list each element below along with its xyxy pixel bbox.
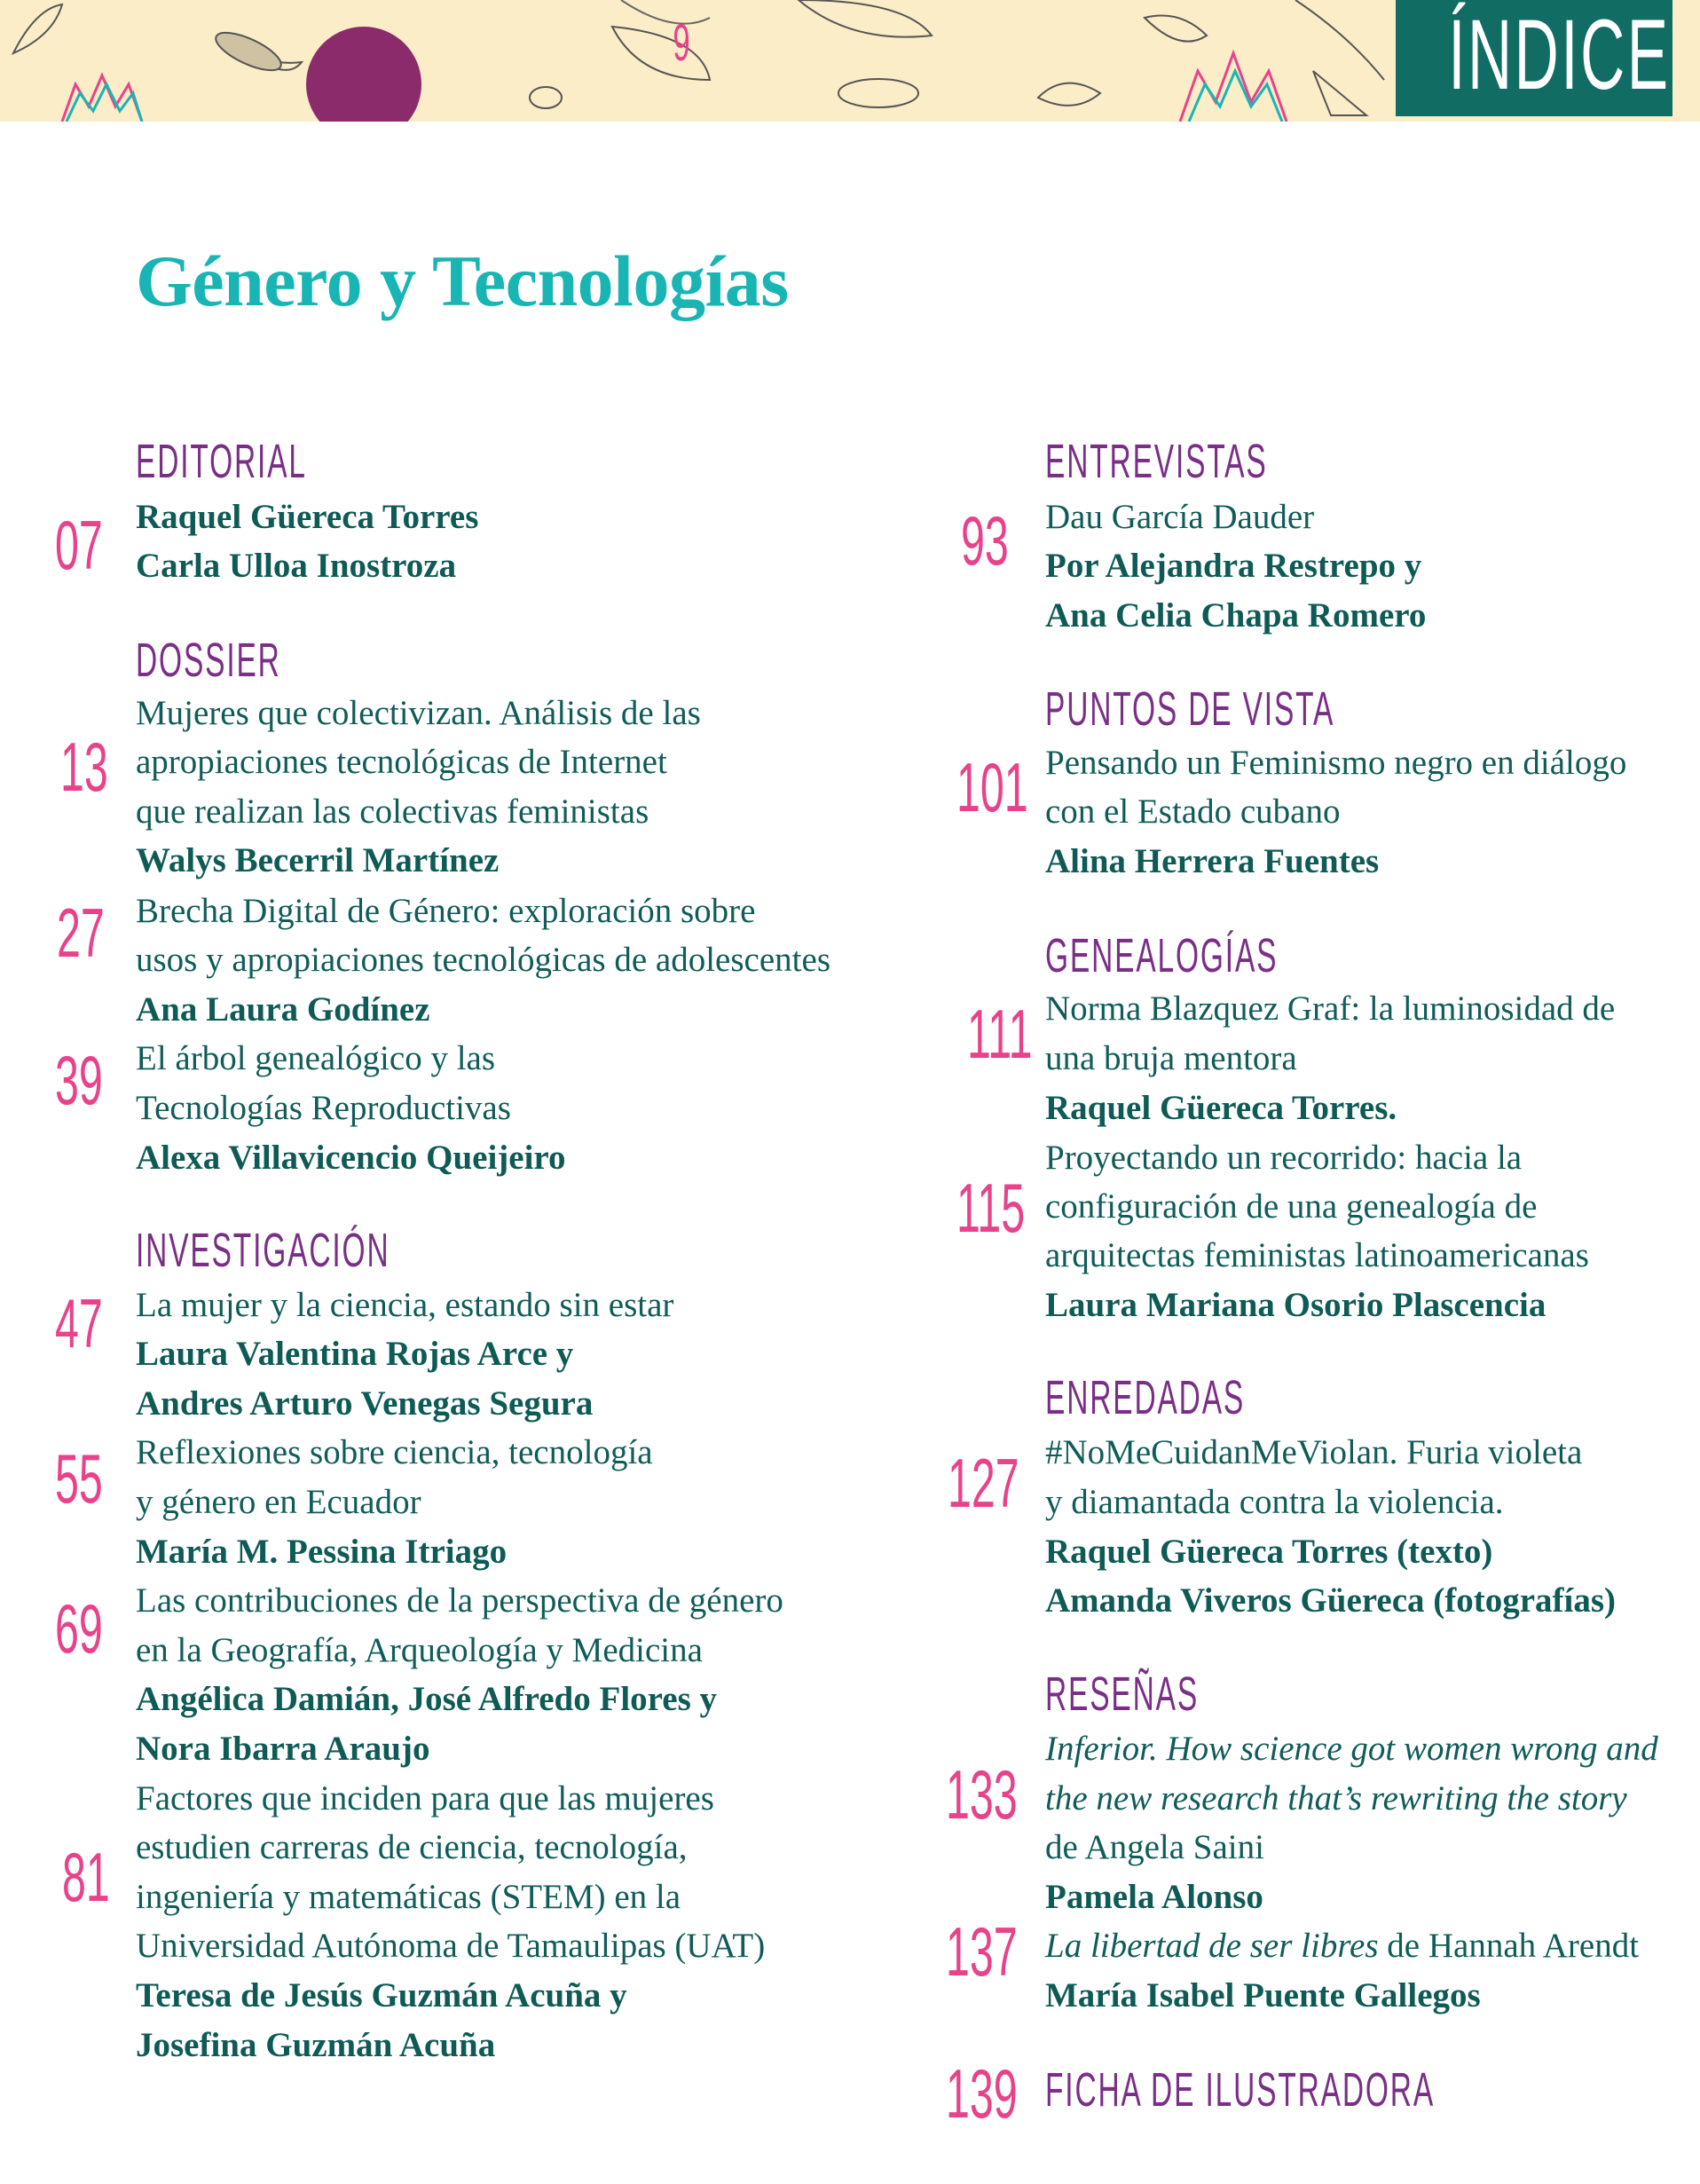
section-resenas: RESEÑAS <box>1045 1668 1200 1721</box>
author-line: Walys Becerril Martínez <box>136 841 500 879</box>
page-ref-115[interactable]: 115 <box>956 1169 1026 1247</box>
section-genealogias: GENEALOGÍAS <box>1045 929 1279 982</box>
author-line: Teresa de Jesús Guzmán Acuña y <box>136 1976 627 2014</box>
author-line: Raquel Güereca Torres. <box>1045 1089 1397 1127</box>
author-line: María Isabel Puente Gallegos <box>1045 1976 1481 2014</box>
article-title-line: y diamantada contra la violencia. <box>1045 1483 1504 1521</box>
page-ref-81[interactable]: 81 <box>62 1838 110 1916</box>
article-title-line: Factores que inciden para que las mujeres <box>136 1779 714 1817</box>
author-line: Josefina Guzmán Acuña <box>136 2026 496 2064</box>
section-entrevistas: ENTREVISTAS <box>1045 435 1268 488</box>
author-line: Raquel Güereca Torres (texto) <box>1045 1533 1493 1571</box>
article-title-line: usos y apropiaciones tecnológicas de adolescentes <box>136 941 830 979</box>
italic-title: the new research that’s rewriting the story <box>1045 1779 1627 1817</box>
article-title-line: que realizan las colectivas feministas <box>136 792 649 831</box>
article-title-line: Universidad Autónoma de Tamaulipas (UAT) <box>136 1927 766 1965</box>
author-line: Pamela Alonso <box>1045 1878 1263 1916</box>
author-line: Angélica Damián, José Alfredo Flores y <box>136 1680 718 1718</box>
italic-title: La libertad de ser libres <box>1045 1927 1379 1965</box>
article-title-line: Proyectando un recorrido: hacia la <box>1045 1139 1523 1177</box>
article-title-line: Tecnologías Reproductivas <box>136 1089 511 1127</box>
indice-label: ÍNDICE <box>1448 0 1671 110</box>
section-editorial: EDITORIAL <box>136 435 307 488</box>
article-title-line: en la Geografía, Arqueología y Medicina <box>136 1631 703 1669</box>
article-title-line <box>1045 1779 1627 1819</box>
author-line: Alexa Villavicencio Queijeiro <box>136 1139 566 1177</box>
page-ref-101[interactable]: 101 <box>956 748 1028 826</box>
author-line: Andres Arturo Venegas Segura <box>136 1384 594 1423</box>
author-line: Laura Mariana Osorio Plascencia <box>1045 1286 1547 1324</box>
page-ref-127[interactable]: 127 <box>948 1444 1019 1522</box>
article-title-line: arquitectas feministas latinoamericanas <box>1045 1236 1589 1274</box>
article-title-line: La mujer y la ciencia, estando sin estar <box>136 1286 674 1324</box>
author-line: María M. Pessina Itriago <box>136 1533 508 1571</box>
article-title-line: Norma Blazquez Graf: la luminosidad de <box>1045 990 1616 1028</box>
indice-label-box <box>1396 0 1672 116</box>
page-ref-139[interactable]: 139 <box>946 2054 1018 2133</box>
article-title-line: de Angela Saini <box>1045 1828 1264 1866</box>
section-puntos-de-vista: PUNTOS DE VISTA <box>1045 682 1335 736</box>
page-ref-133[interactable]: 133 <box>946 1755 1018 1833</box>
article-title-line: Pensando un Feminismo negro en diálogo <box>1045 744 1627 782</box>
author-line: Alina Herrera Fuentes <box>1045 842 1380 880</box>
page-ref-93[interactable]: 93 <box>961 501 1009 580</box>
author-line: Ana Laura Godínez <box>136 990 430 1029</box>
article-title-line: apropiaciones tecnológicas de Internet <box>136 743 667 781</box>
article-title-line: Reflexiones sobre ciencia, tecnología <box>136 1433 653 1471</box>
author-line: Laura Valentina Rojas Arce y <box>136 1335 574 1373</box>
page-number: 9 <box>673 14 690 72</box>
author-line: Raquel Güereca Torres <box>136 498 479 536</box>
article-title-line: Mujeres que colectivizan. Análisis de las <box>136 694 701 732</box>
section-investigacion: INVESTIGACIÓN <box>136 1224 390 1277</box>
article-title-line: Brecha Digital de Género: exploración sobre <box>136 892 756 930</box>
article-title-line: una bruja mentora <box>1045 1039 1297 1077</box>
section-enredadas: ENREDADAS <box>1045 1371 1246 1424</box>
article-title-line: con el Estado cubano <box>1045 792 1341 831</box>
page-ref-55[interactable]: 55 <box>55 1439 103 1518</box>
article-title-line: ingeniería y matemáticas (STEM) en la <box>136 1878 681 1916</box>
page-ref-07[interactable]: 07 <box>55 506 103 584</box>
section-ficha-de-ilustradora[interactable]: FICHA DE ILUSTRADORA <box>1045 2063 1436 2117</box>
article-title-line: y género en Ecuador <box>136 1483 421 1521</box>
author-line: Ana Celia Chapa Romero <box>1045 596 1427 635</box>
page-ref-27[interactable]: 27 <box>57 894 105 972</box>
page-ref-47[interactable]: 47 <box>55 1284 103 1362</box>
article-title-line: configuración de una genealogía de <box>1045 1187 1538 1226</box>
section-dossier: DOSSIER <box>136 634 281 687</box>
page-ref-111[interactable]: 111 <box>967 995 1033 1073</box>
title-suffix: de Hannah Arendt <box>1378 1927 1640 1965</box>
article-title-line: estudien carreras de ciencia, tecnología, <box>136 1828 688 1866</box>
page-ref-39[interactable]: 39 <box>55 1041 103 1119</box>
author-line: Carla Ulloa Inostroza <box>136 547 457 585</box>
article-title-line: Las contribuciones de la perspectiva de género <box>136 1581 783 1620</box>
article-title-line: Dau García Dauder <box>1045 498 1315 536</box>
main-title: Género y Tecnologías <box>136 240 789 321</box>
page-ref-69[interactable]: 69 <box>55 1589 103 1668</box>
article-title-line: #NoMeCuidanMeViolan. Furia violeta <box>1045 1433 1583 1471</box>
article-title-line: El árbol genealógico y las <box>136 1039 496 1077</box>
page-ref-13[interactable]: 13 <box>60 728 108 806</box>
article-title-line <box>1045 1730 1658 1770</box>
author-line: Amanda Viveros Güereca (fotografías) <box>1045 1581 1617 1620</box>
page-ref-137[interactable]: 137 <box>946 1912 1018 1991</box>
italic-title: Inferior. How science got women wrong and <box>1045 1730 1658 1768</box>
author-line: Nora Ibarra Araujo <box>136 1730 430 1768</box>
author-line: Por Alejandra Restrepo y <box>1045 547 1422 585</box>
article-title-line <box>1045 1927 1639 1967</box>
header-banner <box>0 0 1700 122</box>
